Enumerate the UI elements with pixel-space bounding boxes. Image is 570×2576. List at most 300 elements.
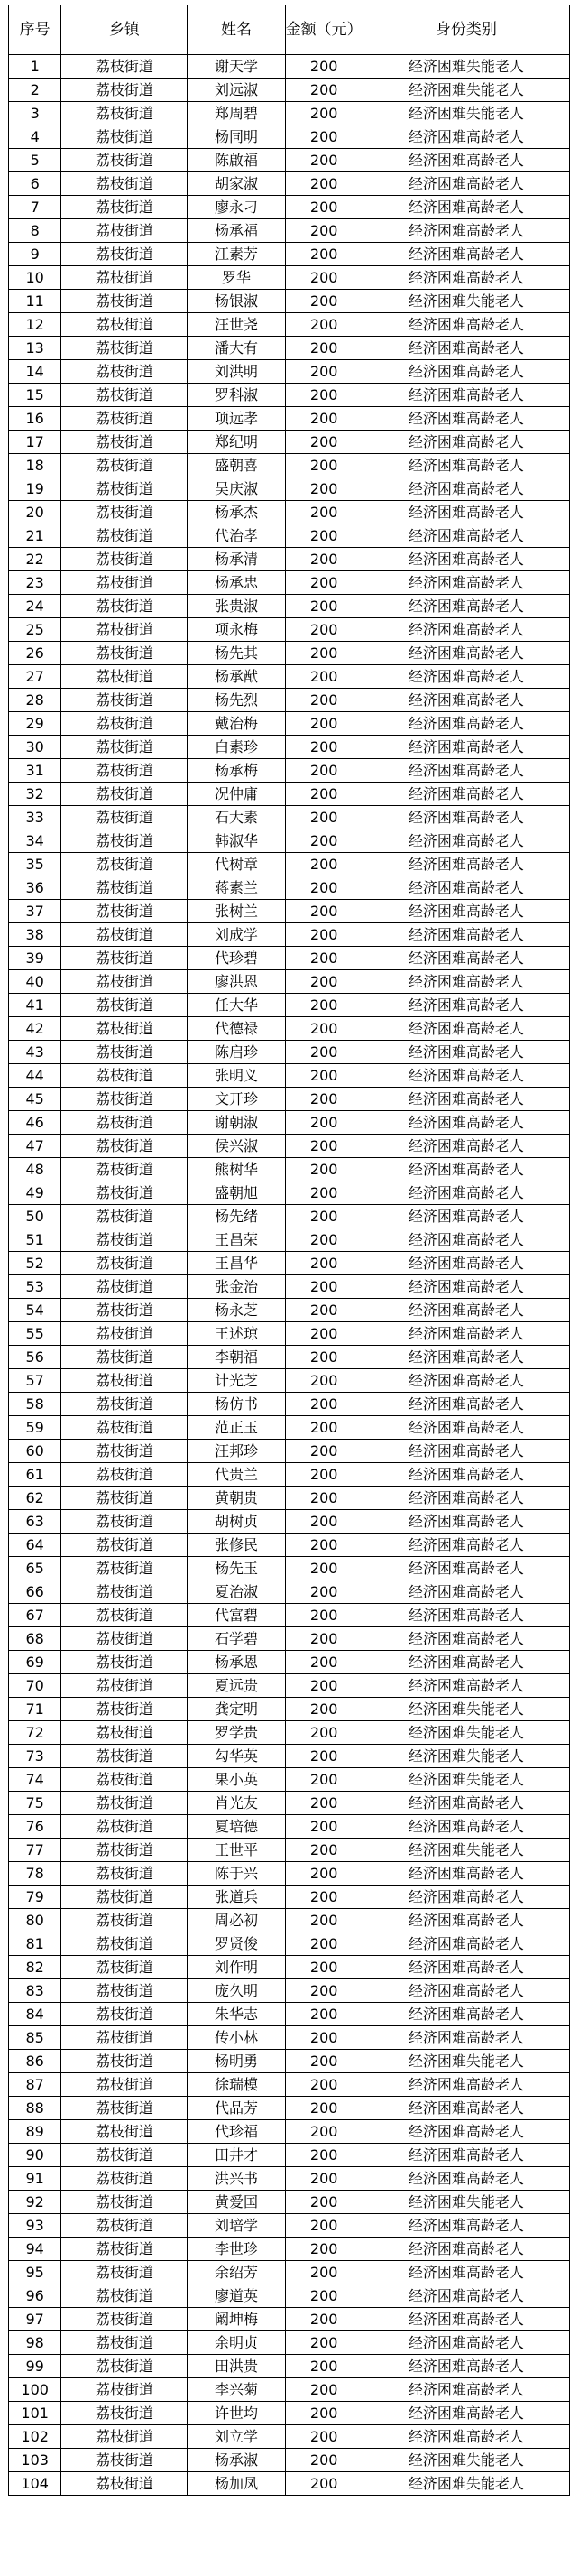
cell-type: 经济困难高龄老人: [363, 337, 569, 360]
cell-type: 经济困难高龄老人: [363, 571, 569, 595]
cell-amount: 200: [285, 712, 363, 736]
cell-no: 68: [9, 1627, 61, 1651]
cell-no: 73: [9, 1745, 61, 1768]
cell-amount: 200: [285, 1979, 363, 2003]
cell-amount: 200: [285, 125, 363, 149]
table-row: [9, 1416, 570, 1440]
cell-name: 王世平: [188, 1839, 285, 1862]
cell-type: 经济困难高龄老人: [363, 1956, 569, 1979]
cell-name: 廖道英: [188, 2284, 285, 2308]
cell-town: 荔枝街道: [61, 1909, 188, 1932]
cell-type: 经济困难高龄老人: [363, 1557, 569, 1580]
cell-no: 16: [9, 407, 61, 431]
cell-name: 杨银淑: [188, 290, 285, 313]
table-row: [9, 172, 570, 196]
table-row: [9, 1580, 570, 1604]
cell-amount: 200: [285, 595, 363, 618]
cell-no: 32: [9, 783, 61, 806]
cell-name: 张明义: [188, 1064, 285, 1088]
cell-no: 52: [9, 1252, 61, 1275]
cell-type: 经济困难失能老人: [363, 102, 569, 125]
cell-no: 26: [9, 642, 61, 665]
cell-type: 经济困难高龄老人: [363, 431, 569, 454]
cell-amount: 200: [285, 360, 363, 384]
table-row: [9, 689, 570, 712]
cell-amount: 200: [285, 1909, 363, 1932]
cell-town: 荔枝街道: [61, 524, 188, 548]
cell-name: 廖永刁: [188, 196, 285, 219]
cell-name: 任大华: [188, 994, 285, 1017]
cell-name: 刘远淑: [188, 79, 285, 102]
cell-type: 经济困难高龄老人: [363, 1299, 569, 1322]
cell-no: 72: [9, 1721, 61, 1745]
cell-no: 103: [9, 2449, 61, 2472]
cell-amount: 200: [285, 454, 363, 477]
cell-type: 经济困难高龄老人: [363, 2144, 569, 2167]
cell-amount: 200: [285, 1768, 363, 1792]
cell-town: 荔枝街道: [61, 829, 188, 853]
cell-town: 荔枝街道: [61, 1979, 188, 2003]
cell-town: 荔枝街道: [61, 1205, 188, 1228]
cell-name: 张树兰: [188, 900, 285, 923]
cell-amount: 200: [285, 1181, 363, 1205]
cell-no: 59: [9, 1416, 61, 1440]
table-row: [9, 783, 570, 806]
cell-town: 荔枝街道: [61, 665, 188, 689]
cell-type: 经济困难高龄老人: [363, 759, 569, 783]
cell-type: 经济困难高龄老人: [363, 360, 569, 384]
cell-amount: 200: [285, 313, 363, 337]
cell-town: 荔枝街道: [61, 1768, 188, 1792]
cell-no: 54: [9, 1299, 61, 1322]
cell-no: 99: [9, 2355, 61, 2378]
cell-amount: 200: [285, 1228, 363, 1252]
cell-no: 55: [9, 1322, 61, 1346]
cell-town: 荔枝街道: [61, 1604, 188, 1627]
cell-no: 8: [9, 219, 61, 243]
table-row: [9, 501, 570, 524]
cell-name: 杨先其: [188, 642, 285, 665]
cell-town: 荔枝街道: [61, 1252, 188, 1275]
table-row: [9, 313, 570, 337]
table-row: [9, 1698, 570, 1721]
cell-no: 24: [9, 595, 61, 618]
cell-amount: 200: [285, 2284, 363, 2308]
cell-type: 经济困难高龄老人: [363, 1580, 569, 1604]
cell-name: 汪世尧: [188, 313, 285, 337]
cell-no: 71: [9, 1698, 61, 1721]
cell-town: 荔枝街道: [61, 970, 188, 994]
cell-amount: 200: [285, 2378, 363, 2402]
cell-town: 荔枝街道: [61, 806, 188, 829]
cell-type: 经济困难高龄老人: [363, 1815, 569, 1839]
cell-type: 经济困难高龄老人: [363, 196, 569, 219]
table-row: [9, 2003, 570, 2026]
cell-no: 33: [9, 806, 61, 829]
cell-name: 夏远贵: [188, 1674, 285, 1698]
cell-amount: 200: [285, 266, 363, 290]
cell-type: 经济困难高龄老人: [363, 1909, 569, 1932]
cell-type: 经济困难高龄老人: [363, 1393, 569, 1416]
cell-name: 杨同明: [188, 125, 285, 149]
cell-amount: 200: [285, 2308, 363, 2331]
cell-town: 荔枝街道: [61, 1158, 188, 1181]
table-row: [9, 1299, 570, 1322]
header-row: [9, 5, 570, 55]
header-type: 身份类别: [363, 5, 569, 55]
cell-amount: 200: [285, 501, 363, 524]
cell-name: 黄爱国: [188, 2191, 285, 2214]
cell-type: 经济困难高龄老人: [363, 1205, 569, 1228]
table-row: [9, 1815, 570, 1839]
cell-type: 经济困难高龄老人: [363, 149, 569, 172]
cell-type: 经济困难失能老人: [363, 2191, 569, 2214]
cell-no: 44: [9, 1064, 61, 1088]
cell-no: 104: [9, 2472, 61, 2496]
cell-name: 罗华: [188, 266, 285, 290]
cell-no: 91: [9, 2167, 61, 2191]
cell-town: 荔枝街道: [61, 196, 188, 219]
table-row: [9, 196, 570, 219]
cell-name: 白素珍: [188, 736, 285, 759]
cell-name: 江素芳: [188, 243, 285, 266]
cell-type: 经济困难高龄老人: [363, 712, 569, 736]
cell-no: 102: [9, 2425, 61, 2449]
cell-type: 经济困难高龄老人: [363, 900, 569, 923]
cell-amount: 200: [285, 2144, 363, 2167]
table-row: [9, 1111, 570, 1135]
cell-name: 杨承福: [188, 219, 285, 243]
cell-amount: 200: [285, 1275, 363, 1299]
cell-name: 罗科淑: [188, 384, 285, 407]
cell-type: 经济困难高龄老人: [363, 2355, 569, 2378]
cell-amount: 200: [285, 1322, 363, 1346]
cell-name: 杨明勇: [188, 2050, 285, 2073]
cell-type: 经济困难高龄老人: [363, 1181, 569, 1205]
table-row: [9, 290, 570, 313]
cell-type: 经济困难高龄老人: [363, 2073, 569, 2097]
cell-name: 龚定明: [188, 1698, 285, 1721]
cell-name: 杨先烈: [188, 689, 285, 712]
cell-town: 荔枝街道: [61, 431, 188, 454]
cell-type: 经济困难高龄老人: [363, 1252, 569, 1275]
cell-town: 荔枝街道: [61, 2331, 188, 2355]
table-row: [9, 1393, 570, 1416]
cell-town: 荔枝街道: [61, 172, 188, 196]
cell-town: 荔枝街道: [61, 1510, 188, 1534]
cell-no: 58: [9, 1393, 61, 1416]
cell-no: 92: [9, 2191, 61, 2214]
cell-town: 荔枝街道: [61, 2238, 188, 2261]
table-row: [9, 102, 570, 125]
cell-town: 荔枝街道: [61, 360, 188, 384]
cell-town: 荔枝街道: [61, 689, 188, 712]
cell-type: 经济困难高龄老人: [363, 876, 569, 900]
cell-name: 谢天学: [188, 55, 285, 79]
cell-town: 荔枝街道: [61, 618, 188, 642]
table-row: [9, 1674, 570, 1698]
cell-type: 经济困难高龄老人: [363, 1322, 569, 1346]
cell-name: 李世珍: [188, 2238, 285, 2261]
table-row: [9, 759, 570, 783]
table-row: [9, 1041, 570, 1064]
cell-name: 杨承猷: [188, 665, 285, 689]
cell-name: 罗贤俊: [188, 1932, 285, 1956]
table-row: [9, 736, 570, 759]
cell-no: 51: [9, 1228, 61, 1252]
cell-town: 荔枝街道: [61, 2144, 188, 2167]
cell-town: 荔枝街道: [61, 1886, 188, 1909]
cell-amount: 200: [285, 970, 363, 994]
cell-type: 经济困难高龄老人: [363, 2003, 569, 2026]
cell-amount: 200: [285, 1580, 363, 1604]
cell-no: 80: [9, 1909, 61, 1932]
cell-amount: 200: [285, 876, 363, 900]
table-row: [9, 1932, 570, 1956]
cell-amount: 200: [285, 2472, 363, 2496]
cell-no: 93: [9, 2214, 61, 2238]
cell-no: 77: [9, 1839, 61, 1862]
subsidy-roster: [8, 5, 570, 2496]
cell-type: 经济困难高龄老人: [363, 947, 569, 970]
cell-name: 肖光友: [188, 1792, 285, 1815]
roster-table: [8, 5, 570, 2496]
cell-town: 荔枝街道: [61, 2191, 188, 2214]
cell-no: 15: [9, 384, 61, 407]
cell-no: 81: [9, 1932, 61, 1956]
cell-name: 杨承杰: [188, 501, 285, 524]
table-row: [9, 1651, 570, 1674]
cell-town: 荔枝街道: [61, 2073, 188, 2097]
cell-name: 韩淑华: [188, 829, 285, 853]
cell-town: 荔枝街道: [61, 125, 188, 149]
cell-type: 经济困难高龄老人: [363, 665, 569, 689]
cell-name: 陈啟福: [188, 149, 285, 172]
cell-amount: 200: [285, 2238, 363, 2261]
cell-name: 石大素: [188, 806, 285, 829]
cell-name: 刘洪明: [188, 360, 285, 384]
table-row: [9, 1839, 570, 1862]
cell-name: 阚坤梅: [188, 2308, 285, 2331]
cell-no: 1: [9, 55, 61, 79]
cell-amount: 200: [285, 759, 363, 783]
cell-type: 经济困难高龄老人: [363, 2026, 569, 2050]
cell-no: 98: [9, 2331, 61, 2355]
cell-name: 徐瑞模: [188, 2073, 285, 2097]
table-row: [9, 2449, 570, 2472]
cell-name: 庞久明: [188, 1979, 285, 2003]
header-town: 乡镇: [61, 5, 188, 55]
table-row: [9, 125, 570, 149]
cell-town: 荔枝街道: [61, 2425, 188, 2449]
cell-no: 30: [9, 736, 61, 759]
table-row: [9, 1510, 570, 1534]
table-row: [9, 79, 570, 102]
cell-name: 代治孝: [188, 524, 285, 548]
table-row: [9, 1346, 570, 1369]
cell-amount: 200: [285, 1041, 363, 1064]
table-row: [9, 1181, 570, 1205]
cell-amount: 200: [285, 2026, 363, 2050]
table-row: [9, 1440, 570, 1463]
cell-no: 61: [9, 1463, 61, 1487]
cell-type: 经济困难高龄老人: [363, 1041, 569, 1064]
cell-name: 王昌荣: [188, 1228, 285, 1252]
cell-town: 荔枝街道: [61, 2120, 188, 2144]
cell-amount: 200: [285, 477, 363, 501]
cell-name: 代树章: [188, 853, 285, 876]
cell-no: 13: [9, 337, 61, 360]
cell-type: 经济困难高龄老人: [363, 1158, 569, 1181]
cell-town: 荔枝街道: [61, 266, 188, 290]
table-row: [9, 1557, 570, 1580]
cell-amount: 200: [285, 1416, 363, 1440]
cell-town: 荔枝街道: [61, 2355, 188, 2378]
cell-town: 荔枝街道: [61, 2402, 188, 2425]
cell-amount: 200: [285, 1932, 363, 1956]
cell-town: 荔枝街道: [61, 1181, 188, 1205]
table-row: [9, 970, 570, 994]
cell-amount: 200: [285, 1017, 363, 1041]
cell-type: 经济困难高龄老人: [363, 1651, 569, 1674]
cell-town: 荔枝街道: [61, 55, 188, 79]
cell-type: 经济困难高龄老人: [363, 313, 569, 337]
table-row: [9, 477, 570, 501]
cell-town: 荔枝街道: [61, 1487, 188, 1510]
cell-town: 荔枝街道: [61, 2214, 188, 2238]
cell-town: 荔枝街道: [61, 102, 188, 125]
cell-amount: 200: [285, 1510, 363, 1534]
cell-amount: 200: [285, 2050, 363, 2073]
cell-type: 经济困难高龄老人: [363, 2120, 569, 2144]
table-row: [9, 1745, 570, 1768]
cell-amount: 200: [285, 1627, 363, 1651]
table-row: [9, 1956, 570, 1979]
cell-type: 经济困难高龄老人: [363, 407, 569, 431]
table-row: [9, 1135, 570, 1158]
table-row: [9, 524, 570, 548]
table-row: [9, 2402, 570, 2425]
cell-town: 荔枝街道: [61, 900, 188, 923]
cell-type: 经济困难高龄老人: [363, 125, 569, 149]
table-body: [9, 55, 570, 2496]
cell-town: 荔枝街道: [61, 2449, 188, 2472]
cell-type: 经济困难高龄老人: [363, 1862, 569, 1886]
cell-town: 荔枝街道: [61, 853, 188, 876]
cell-name: 朱华志: [188, 2003, 285, 2026]
cell-town: 荔枝街道: [61, 2003, 188, 2026]
cell-type: 经济困难高龄老人: [363, 783, 569, 806]
cell-type: 经济困难高龄老人: [363, 1510, 569, 1534]
cell-type: 经济困难高龄老人: [363, 642, 569, 665]
cell-town: 荔枝街道: [61, 994, 188, 1017]
cell-type: 经济困难高龄老人: [363, 1604, 569, 1627]
cell-name: 张道兵: [188, 1886, 285, 1909]
cell-name: 盛朝旭: [188, 1181, 285, 1205]
cell-amount: 200: [285, 994, 363, 1017]
cell-town: 荔枝街道: [61, 876, 188, 900]
cell-no: 70: [9, 1674, 61, 1698]
cell-town: 荔枝街道: [61, 1557, 188, 1580]
cell-no: 97: [9, 2308, 61, 2331]
table-row: [9, 55, 570, 79]
cell-no: 35: [9, 853, 61, 876]
cell-town: 荔枝街道: [61, 1135, 188, 1158]
cell-type: 经济困难高龄老人: [363, 2167, 569, 2191]
cell-type: 经济困难高龄老人: [363, 2378, 569, 2402]
cell-type: 经济困难高龄老人: [363, 1088, 569, 1111]
cell-no: 82: [9, 1956, 61, 1979]
cell-name: 杨先玉: [188, 1557, 285, 1580]
table-row: [9, 1275, 570, 1299]
table-row: [9, 1909, 570, 1932]
cell-amount: 200: [285, 1792, 363, 1815]
cell-no: 43: [9, 1041, 61, 1064]
cell-no: 95: [9, 2261, 61, 2284]
table-row: [9, 900, 570, 923]
table-row: [9, 829, 570, 853]
table-row: [9, 548, 570, 571]
cell-amount: 200: [285, 2449, 363, 2472]
cell-type: 经济困难高龄老人: [363, 853, 569, 876]
cell-no: 42: [9, 1017, 61, 1041]
cell-town: 荔枝街道: [61, 477, 188, 501]
cell-type: 经济困难高龄老人: [363, 1463, 569, 1487]
cell-amount: 200: [285, 1886, 363, 1909]
table-row: [9, 1228, 570, 1252]
table-row: [9, 1979, 570, 2003]
cell-no: 50: [9, 1205, 61, 1228]
cell-town: 荔枝街道: [61, 2472, 188, 2496]
cell-type: 经济困难高龄老人: [363, 548, 569, 571]
cell-no: 85: [9, 2026, 61, 2050]
table-row: [9, 1487, 570, 1510]
cell-name: 洪兴书: [188, 2167, 285, 2191]
cell-amount: 200: [285, 1604, 363, 1627]
cell-town: 荔枝街道: [61, 571, 188, 595]
table-row: [9, 2261, 570, 2284]
cell-town: 荔枝街道: [61, 1839, 188, 1862]
cell-amount: 200: [285, 1862, 363, 1886]
cell-town: 荔枝街道: [61, 79, 188, 102]
cell-name: 谢朝淑: [188, 1111, 285, 1135]
cell-name: 许世均: [188, 2402, 285, 2425]
table-row: [9, 1886, 570, 1909]
cell-name: 张贵淑: [188, 595, 285, 618]
cell-name: 戴治梅: [188, 712, 285, 736]
cell-town: 荔枝街道: [61, 2308, 188, 2331]
cell-amount: 200: [285, 2355, 363, 2378]
table-row: [9, 571, 570, 595]
cell-name: 王昌华: [188, 1252, 285, 1275]
cell-amount: 200: [285, 431, 363, 454]
cell-amount: 200: [285, 2003, 363, 2026]
cell-amount: 200: [285, 149, 363, 172]
cell-name: 杨承恩: [188, 1651, 285, 1674]
table-row: [9, 2238, 570, 2261]
cell-name: 陈于兴: [188, 1862, 285, 1886]
cell-name: 杨加凤: [188, 2472, 285, 2496]
table-row: [9, 2284, 570, 2308]
cell-amount: 200: [285, 689, 363, 712]
cell-town: 荔枝街道: [61, 1463, 188, 1487]
cell-town: 荔枝街道: [61, 1346, 188, 1369]
cell-name: 郑纪明: [188, 431, 285, 454]
cell-name: 夏治淑: [188, 1580, 285, 1604]
cell-town: 荔枝街道: [61, 1299, 188, 1322]
cell-amount: 200: [285, 1393, 363, 1416]
table-row: [9, 642, 570, 665]
